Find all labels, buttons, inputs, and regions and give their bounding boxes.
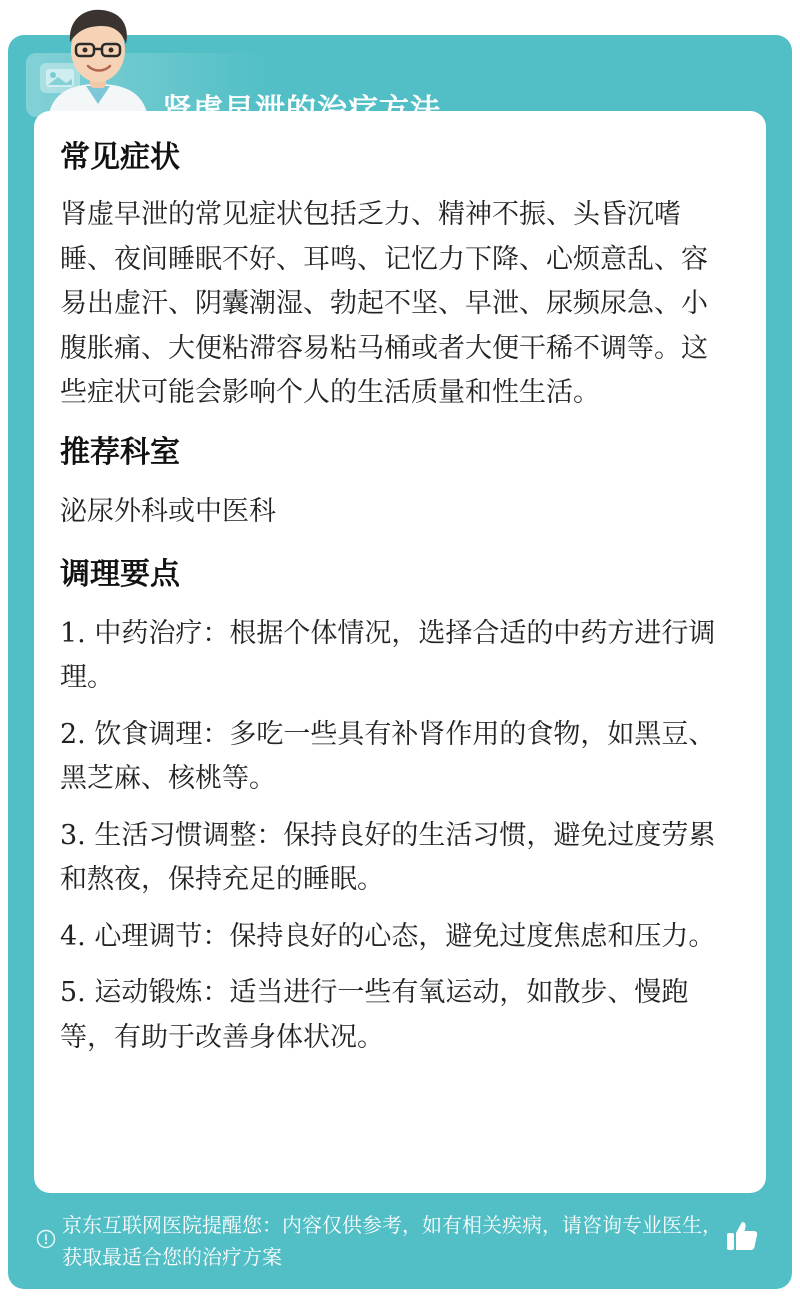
care-item	[60, 971, 726, 1060]
care-item-number: 4.	[60, 920, 86, 952]
care-item-number: 1.	[60, 617, 86, 649]
care-heading: 调理要点	[60, 556, 180, 592]
care-item-text: 中药治疗：根据个体情况，选择合适的中药方进行调理。	[60, 617, 716, 693]
care-item-text: 运动锻炼：适当进行一些有氧运动，如散步、慢跑等，有助于改善身体状况。	[60, 977, 689, 1053]
care-item-number: 5.	[60, 977, 86, 1008]
care-item-number: 2.	[60, 718, 86, 750]
info-icon	[36, 1229, 56, 1249]
care-item-text: 心理调节：保持良好的心态，避免过度焦虑和压力。	[94, 920, 716, 952]
department-heading: 推荐科室	[60, 434, 180, 470]
care-list	[60, 612, 726, 1061]
symptoms-text: 肾虚早泄的常见症状包括乏力、精神不振、头昏沉嗜睡、夜间睡眠不好、耳鸣、记忆力下降、心烦意乱、容易出虚汗、阴囊潮湿、勃起不坚、早泄、尿频尿急、小腹胀痛、大便粘滞容易粘马桶或者大便干稀不调等。这些症状可能会影响个人的生活质量和性生活。	[60, 199, 708, 408]
symptoms-heading: 常见症状	[60, 140, 180, 175]
care-item	[60, 713, 726, 802]
care-item-text: 生活习惯调整：保持良好的生活习惯，避免过度劳累和熬夜，保持充足的睡眠。	[60, 819, 716, 895]
footer-notice: 京东互联网医院提醒您：内容仅供参考，如有相关疾病，请咨询专业医生，获取最适合您的治疗方案	[62, 1213, 722, 1269]
care-item-number: 3.	[60, 819, 86, 851]
care-item	[60, 814, 726, 903]
thumbs-up-icon[interactable]	[724, 1218, 760, 1254]
card-content	[60, 135, 726, 1072]
care-item	[60, 612, 726, 701]
care-item-text: 饮食调理：多吃一些具有补肾作用的食物，如黑豆、黑芝麻、核桃等。	[60, 718, 716, 794]
care-item	[60, 915, 726, 960]
content-card	[34, 111, 766, 1193]
department-text: 泌尿外科或中医科	[60, 495, 276, 527]
doctor-avatar	[38, 0, 158, 118]
